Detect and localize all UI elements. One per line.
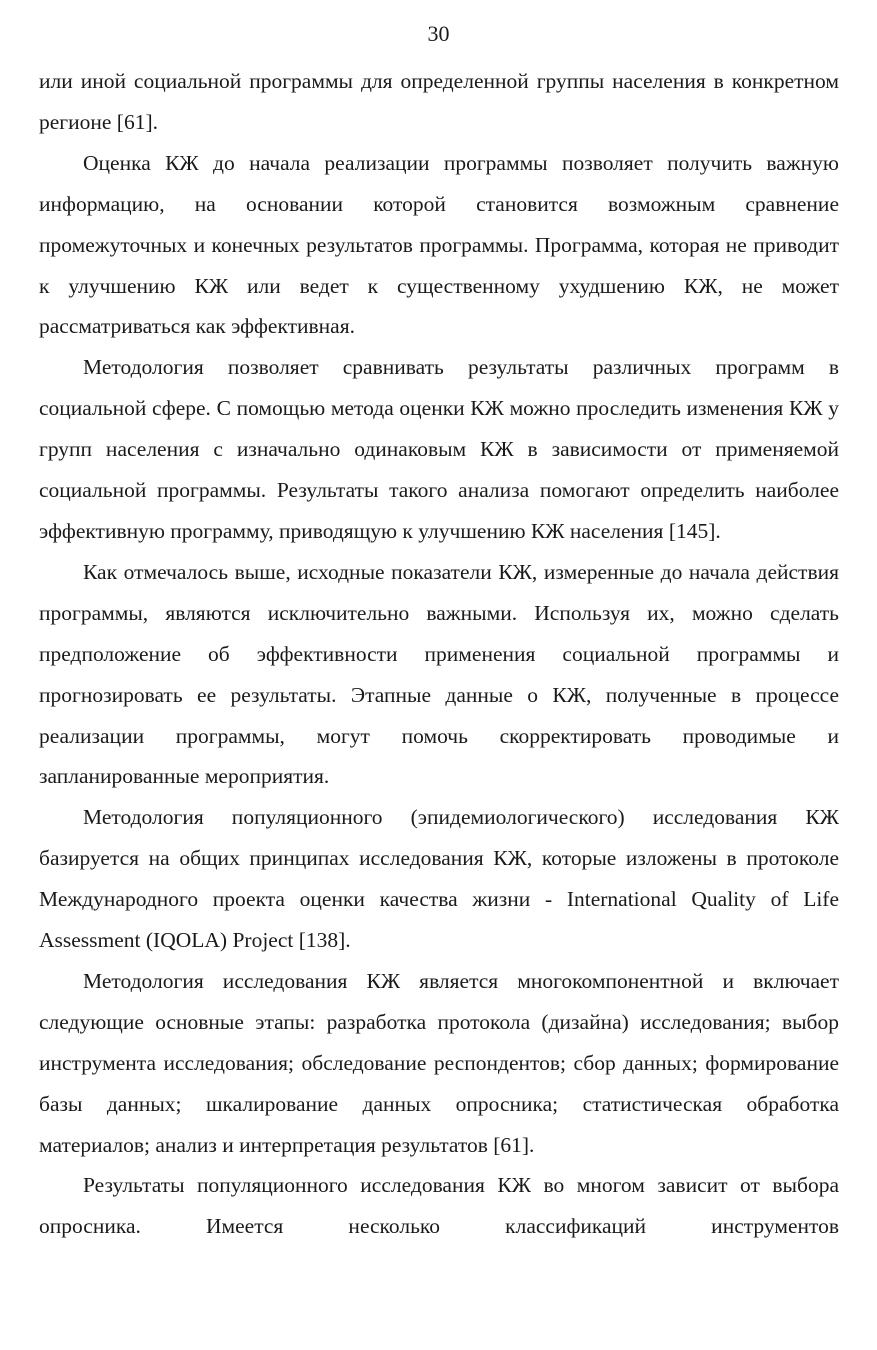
paragraph: Оценка КЖ до начала реализации программы позволяет получить важную информацию, на основании которой становится возможным сравнение промежуточных и конечных результатов программы. Программа, которая не приводит к улучшению КЖ или ведет к существенному ухудшению КЖ, не может рассматриваться как эффективная.: [39, 150, 839, 339]
paragraph: Методология исследования КЖ является многокомпонентной и включает следующие основные этапы: разработка протокола (дизайна) исследования; выбор инструмента исследования; обследование респондентов; сбор данных; формирование базы данных; шкалирование данных опросника; статистическая обработка материалов; анализ и интерпретация результатов [61].: [39, 968, 839, 1157]
paragraph: Как отмечалось выше, исходные показатели КЖ, измеренные до начала действия программы, являются исключительно важными. Используя их, можно сделать предположение об эффективности применения социальной программы и прогнозировать ее результаты. Этапные данные о КЖ, полученные в процессе реализации программы, могут помочь скорректировать проводимые и запланированные мероприятия.: [39, 559, 839, 789]
document-body: [39, 61, 839, 1247]
paragraph: Методология позволяет сравнивать результаты различных программ в социальной сфере. С помощью метода оценки КЖ можно проследить изменения КЖ у групп населения с изначально одинаковым КЖ в зависимости от применяемой социальной программы. Результаты такого анализа помогают определить наиболее эффективную программу, приводящую к улучшению КЖ населения [145].: [39, 355, 839, 543]
paragraph: Методология популяционного (эпидемиологического) исследования КЖ базируется на общих принципах исследования КЖ, которые изложены в протоколе Международного проекта оценки качества жизни - International Quality of Life Assessment (IQOLA) Project [138].: [39, 805, 839, 953]
paragraph-continues: Результаты популяционного исследования КЖ во многом зависит от выбора опросника. Имеется несколько классификаций инструментов: [39, 1173, 839, 1239]
page-number: 30: [427, 21, 450, 46]
paragraph-continuation: или иной социальной программы для определенной группы населения в конкретном регионе [61].: [39, 69, 839, 134]
